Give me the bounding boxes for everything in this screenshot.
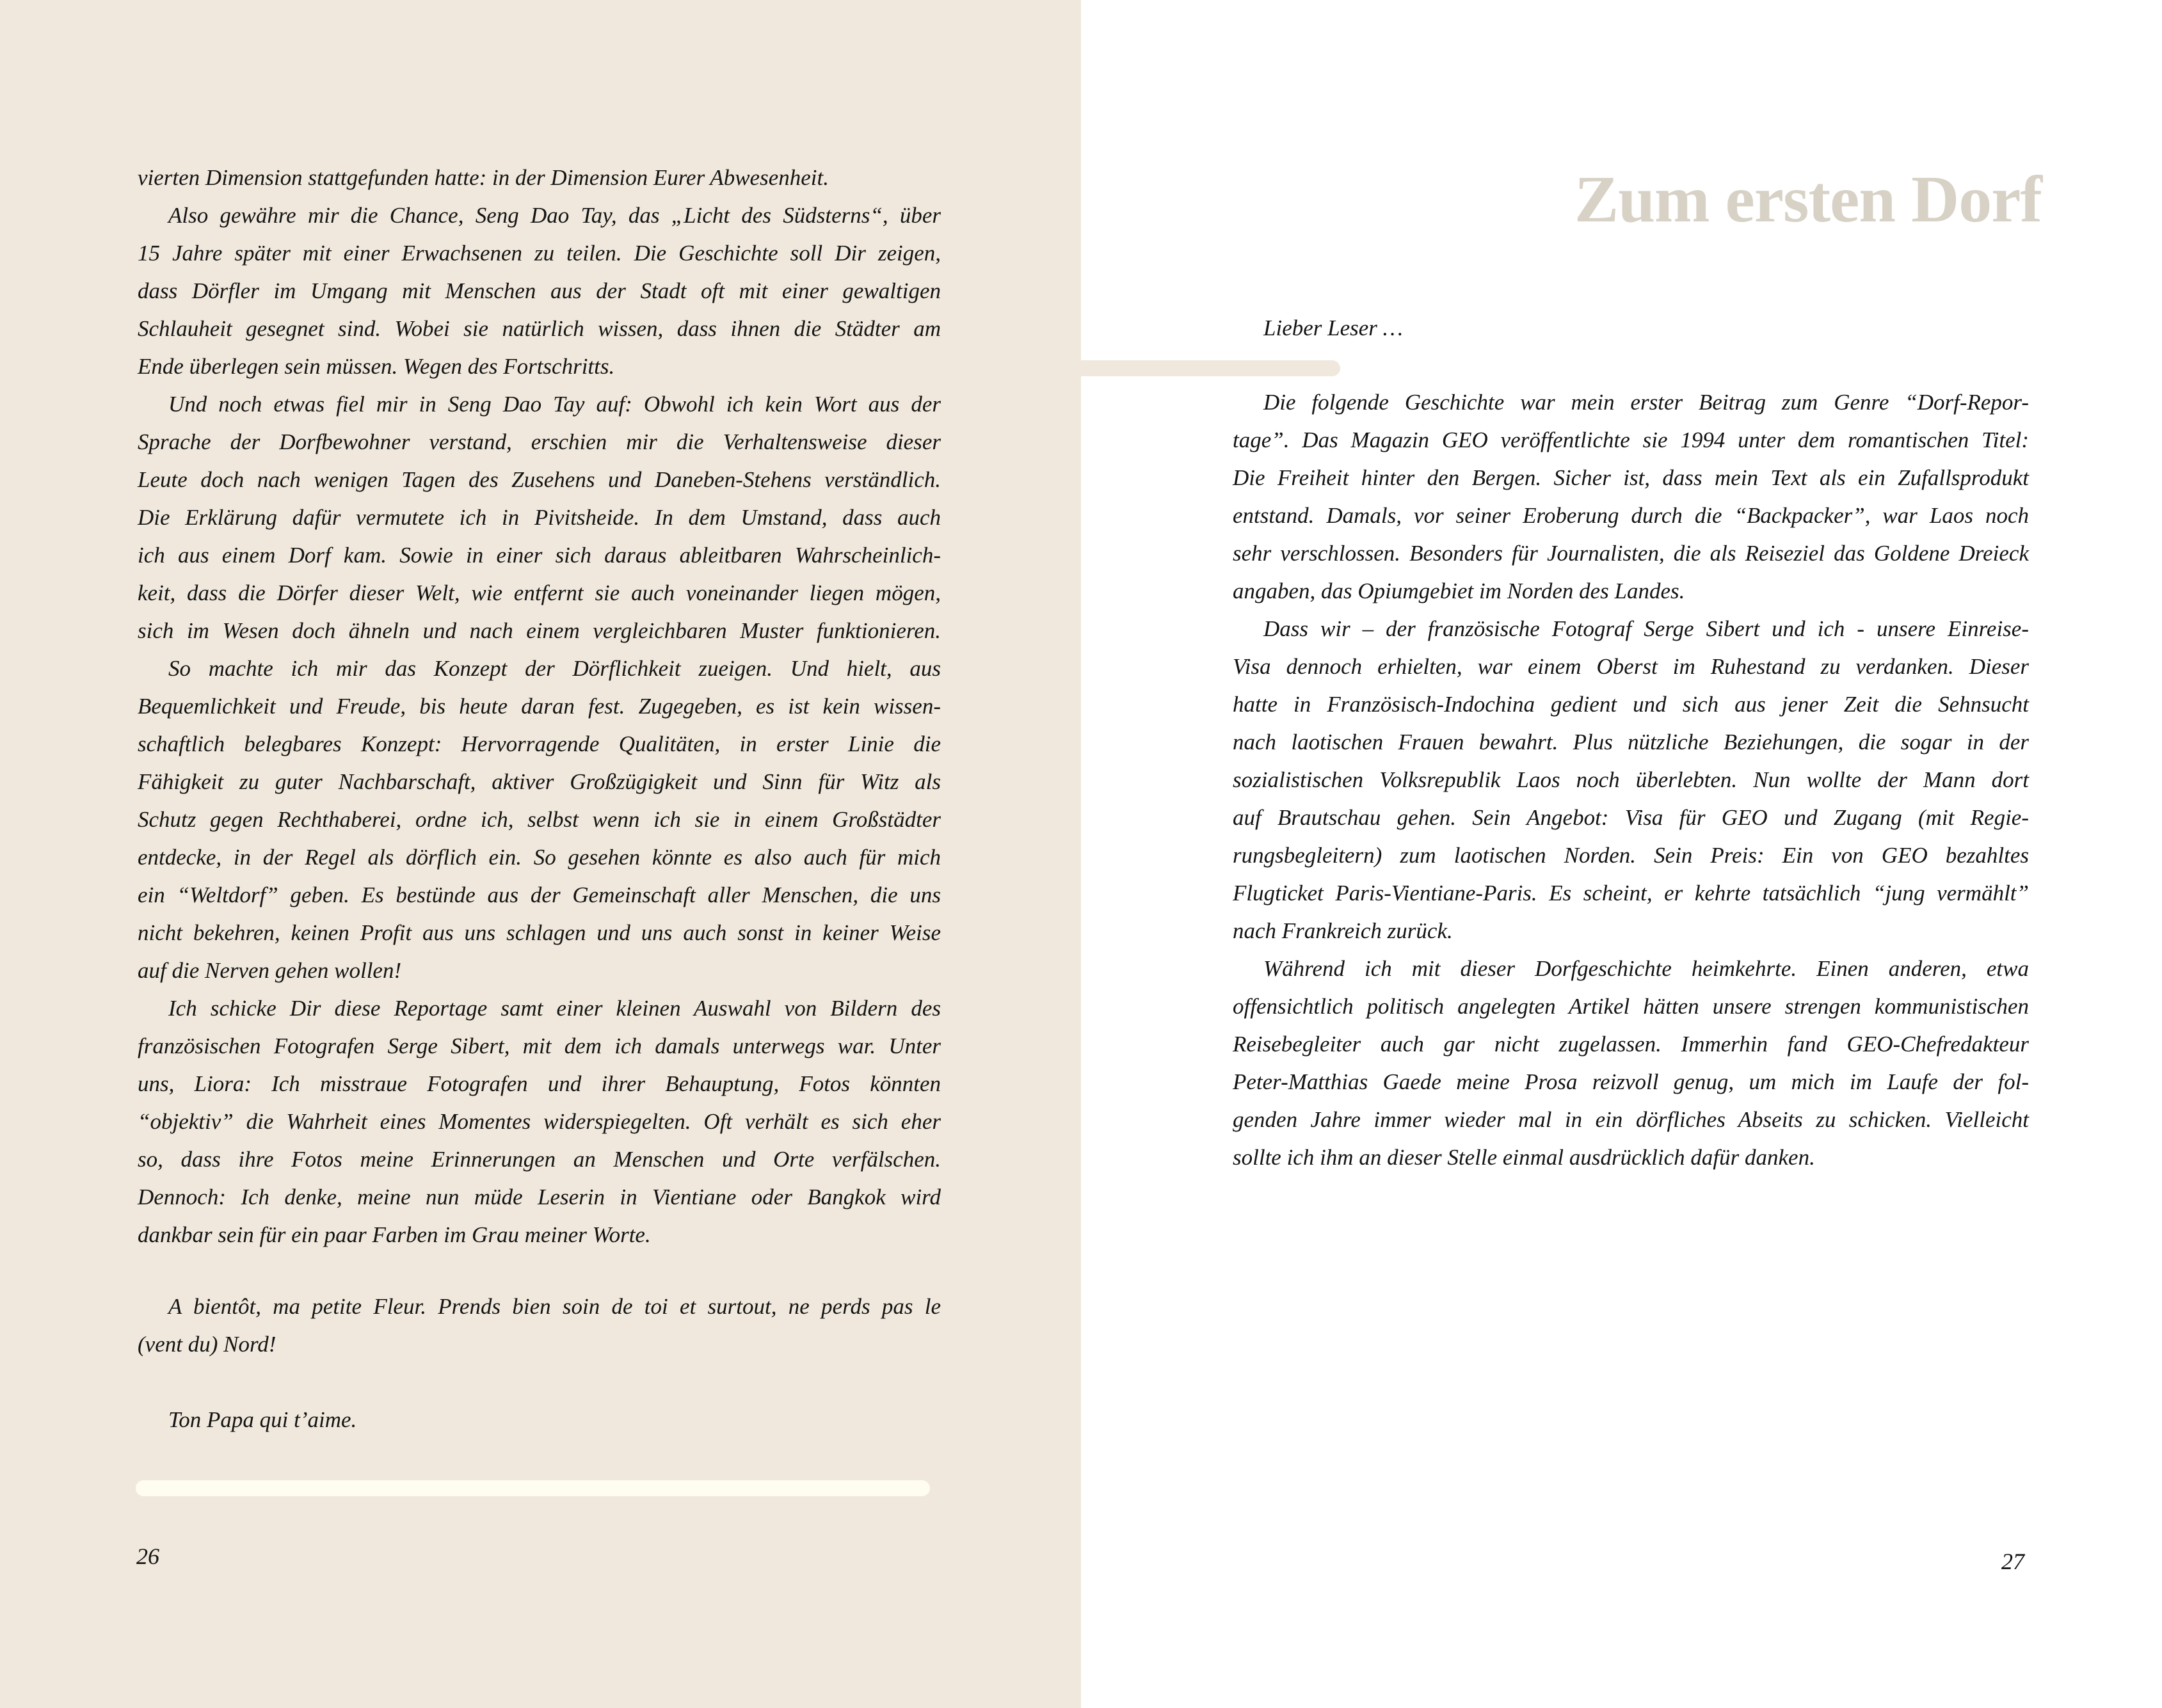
body-line: Die folgende Geschichte war mein erster Beitrag zum Genre “Dorf-Repor- xyxy=(1263,390,2029,415)
closing-line: A bientôt, ma petite Fleur. Prends bien soin de toi et surtout, ne perds pas le xyxy=(168,1294,941,1319)
body-line: französischen Fotografen Serge Sibert, mit dem ich damals unterwegs war. Unter xyxy=(138,1034,941,1058)
body-line: auf Brautschau gehen. Sein Angebot: Visa für GEO und Zugang (mit Regie- xyxy=(1233,805,2029,830)
page-number-right: 27 xyxy=(2001,1549,2024,1574)
body-line: sehr verschlossen. Besonders für Journalisten, die als Reiseziel das Goldene Dreieck xyxy=(1233,541,2029,566)
signature: Ton Papa qui t’aime. xyxy=(168,1407,357,1432)
body-line: So machte ich mir das Konzept der Dörflichkeit zueigen. Und hielt, aus xyxy=(168,656,941,681)
body-line: Peter-Matthias Gaede meine Prosa reizvoll genug, um mich im Laufe der fol- xyxy=(1233,1069,2029,1094)
body-line: Schlauheit gesegnet sind. Wobei sie natürlich wissen, dass ihnen die Städter am xyxy=(138,316,941,341)
body-line: ich aus einem Dorf kam. Sowie in einer sich daraus ableitbaren Wahrscheinlich- xyxy=(138,543,941,568)
body-line: Sprache der Dorfbewohner verstand, erschien mir die Verhaltensweise dieser xyxy=(138,429,941,454)
body-line: Und noch etwas fiel mir in Seng Dao Tay auf: Obwohl ich kein Wort aus der xyxy=(168,392,941,417)
body-line: “objektiv” die Wahrheit eines Momentes widerspiegelten. Oft verhält es sich eher xyxy=(138,1109,941,1134)
body-line: hatte in Französisch-Indochina gedient und sich aus jener Zeit die Sehnsucht xyxy=(1233,692,2029,717)
body-line: tage”. Das Magazin GEO veröffentlichte sie 1994 unter dem romantischen Titel: xyxy=(1233,427,2029,452)
body-line: nach laotischen Frauen bewahrt. Plus nützliche Beziehungen, die sogar in der xyxy=(1233,730,2029,754)
chapter-title: Zum ersten Dorf xyxy=(1574,163,2042,236)
body-line: rungsbegleitern) zum laotischen Norden. Sein Preis: Ein von GEO bezahltes xyxy=(1233,843,2029,868)
body-line: sozialistischen Volksrepublik Laos noch überlebten. Nun wollte der Mann dort xyxy=(1233,767,2029,792)
body-line: so, dass ihre Fotos meine Erinnerungen an Menschen und Orte verfälschen. xyxy=(138,1147,941,1172)
body-line: nach Frankreich zurück. xyxy=(1233,918,1453,943)
body-line: Also gewähre mir die Chance, Seng Dao Tay, das „Licht des Südsterns“, über xyxy=(168,203,941,228)
body-line: genden Jahre immer wieder mal in ein dörfliches Abseits zu schicken. Vielleicht xyxy=(1233,1107,2029,1132)
body-line: nicht bekehren, keinen Profit aus uns schlagen und uns auch sonst in keiner Weise xyxy=(138,920,941,945)
body-line: dass Dörfler im Umgang mit Menschen aus der Stadt oft mit einer gewaltigen xyxy=(138,278,941,303)
body-line: entdecke, in der Regel als dörflich ein. So gesehen könnte es also auch für mich xyxy=(138,845,941,870)
body-line: Reisebegleiter auch gar nicht zugelassen. Immerhin fand GEO-Chefredakteur xyxy=(1233,1032,2029,1057)
body-line: Während ich mit dieser Dorfgeschichte heimkehrte. Einen anderen, etwa xyxy=(1263,956,2029,981)
body-line: Die Freiheit hinter den Bergen. Sicher ist, dass mein Text als ein Zufallsprodukt xyxy=(1233,465,2029,490)
body-line: auf die Nerven gehen wollen! xyxy=(138,958,402,983)
body-line: dankbar sein für ein paar Farben im Grau meiner Worte. xyxy=(138,1222,651,1247)
closing-line: (vent du) Nord! xyxy=(138,1332,276,1357)
body-line: Ich schicke Dir diese Reportage samt einer kleinen Auswahl von Bildern des xyxy=(168,996,941,1021)
body-line: vierten Dimension stattgefunden hatte: in der Dimension Eurer Abwesenheit. xyxy=(138,165,829,190)
body-line: Dennoch: Ich denke, meine nun müde Leserin in Vientiane oder Bangkok wird xyxy=(138,1185,941,1209)
body-line: uns, Liora: Ich misstraue Fotografen und ihrer Behauptung, Fotos könnten xyxy=(138,1071,941,1096)
body-line: schaftlich belegbares Konzept: Hervorragende Qualitäten, in erster Linie die xyxy=(138,731,941,756)
body-line: Leute doch nach wenigen Tagen des Zusehens und Daneben-Stehens verständlich. xyxy=(138,467,941,492)
body-line: Dass wir – der französische Fotograf Serge Sibert und ich - unsere Einreise- xyxy=(1263,616,2029,641)
left-decorative-bar xyxy=(136,1480,930,1496)
body-line: Bequemlichkeit und Freude, bis heute daran fest. Zugegeben, es ist kein wissen- xyxy=(138,694,941,719)
salutation: Lieber Leser … xyxy=(1263,315,1403,340)
body-line: Die Erklärung dafür vermutete ich in Pivitsheide. In dem Umstand, dass auch xyxy=(138,505,941,530)
body-line: 15 Jahre später mit einer Erwachsenen zu teilen. Die Geschichte soll Dir zeigen, xyxy=(138,241,941,266)
body-line: ein “Weltdorf” geben. Es bestünde aus der Gemeinschaft aller Menschen, die uns xyxy=(138,882,941,907)
body-line: Fähigkeit zu guter Nachbarschaft, aktiver Großzügigkeit und Sinn für Witz als xyxy=(138,769,941,794)
body-line: entstand. Damals, vor seiner Eroberung durch die “Backpacker”, war Laos noch xyxy=(1233,503,2029,528)
body-line: angaben, das Opiumgebiet im Norden des Landes. xyxy=(1233,579,1685,603)
body-line: Visa dennoch erhielten, war einem Oberst im Ruhestand zu verdanken. Dieser xyxy=(1233,654,2029,679)
body-line: sollte ich ihm an dieser Stelle einmal ausdrücklich dafür danken. xyxy=(1233,1145,1815,1170)
body-line: Flugticket Paris-Vientiane-Paris. Es scheint, er kehrte tatsächlich “jung vermählt” xyxy=(1233,881,2029,906)
body-line: Ende überlegen sein müssen. Wegen des Fortschritts. xyxy=(138,354,615,379)
body-line: sich im Wesen doch ähneln und nach einem vergleichbaren Muster funktionieren. xyxy=(138,618,941,643)
body-line: offensichtlich politisch angelegten Artikel hätten unsere strengen kommunistischen xyxy=(1233,994,2029,1019)
body-line: Schutz gegen Rechthaberei, ordne ich, selbst wenn ich sie in einem Großstädter xyxy=(138,807,941,832)
body-line: keit, dass die Dörfer dieser Welt, wie entfernt sie auch voneinander liegen mögen, xyxy=(138,580,941,605)
page-number-left: 26 xyxy=(136,1544,159,1569)
right-decorative-bar xyxy=(1081,360,1340,376)
